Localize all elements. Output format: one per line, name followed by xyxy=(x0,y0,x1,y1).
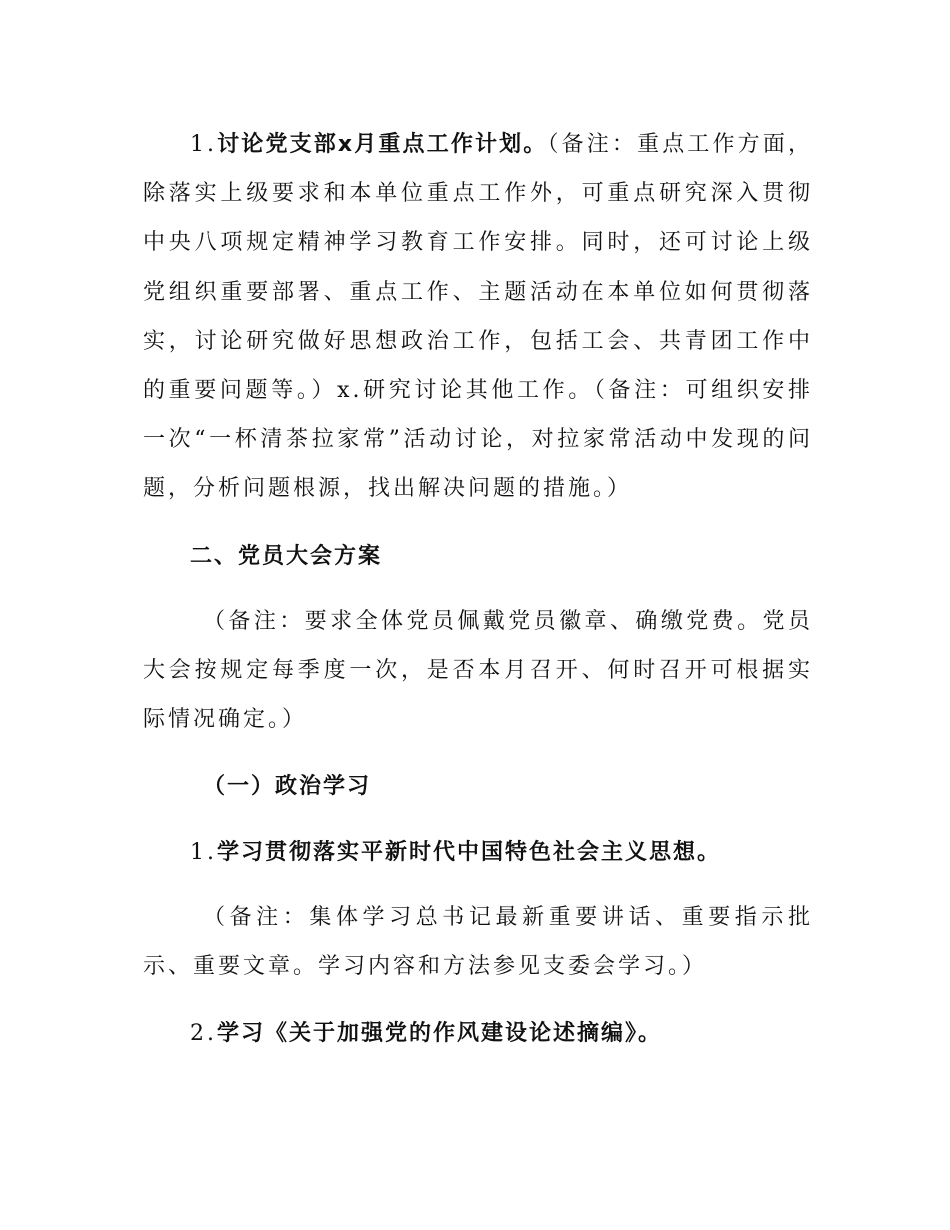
item-note: （备注：重点工作方面，除落实上级要求和本单位重点工作外，可重点研究深入贯彻中央八项规定精神学习教育工作安排。同时，还可讨论上级党组织重要部署、重点工作、主题活动在本单位如何贯彻落实，讨论研究做好思想政治工作，包括工会、共青团工作中的重要问题等。）x.研究讨论其他工作。（备注：可组织安排一次“一杯清茶拉家常”活动讨论，对拉家常活动中发现的问题，分析问题根源，找出解决问题的措施。） xyxy=(143,132,813,502)
item-title: 讨论党支部x月重点工作计划。 xyxy=(217,132,548,157)
paragraph-note: （备注：要求全体党员佩戴党员徽章、确缴党费。党员大会按规定每季度一次，是否本月召开、何时召开可根据实际情况确定。） xyxy=(143,608,813,733)
item-title: 学习贯彻落实平新时代中国特色社会主义思想。 xyxy=(217,839,722,865)
item-title: 学习《关于加强党的作风建设论述摘编》。 xyxy=(217,1021,663,1047)
item-number: 1. xyxy=(190,132,217,157)
list-item xyxy=(143,1009,813,1058)
list-item xyxy=(143,828,813,877)
item-number: 2. xyxy=(190,1021,217,1047)
item-number: 1. xyxy=(190,839,217,865)
paragraph-note: （备注：集体学习总书记最新重要讲话、重要指示批示、重要文章。学习内容和方法参见支委会学习。） xyxy=(143,904,813,980)
paragraph-work-plan xyxy=(143,120,813,514)
subsection-heading: （一）政治学习 xyxy=(203,774,372,800)
section-heading: 二、党员大会方案 xyxy=(190,543,383,569)
document-body xyxy=(143,120,813,1058)
